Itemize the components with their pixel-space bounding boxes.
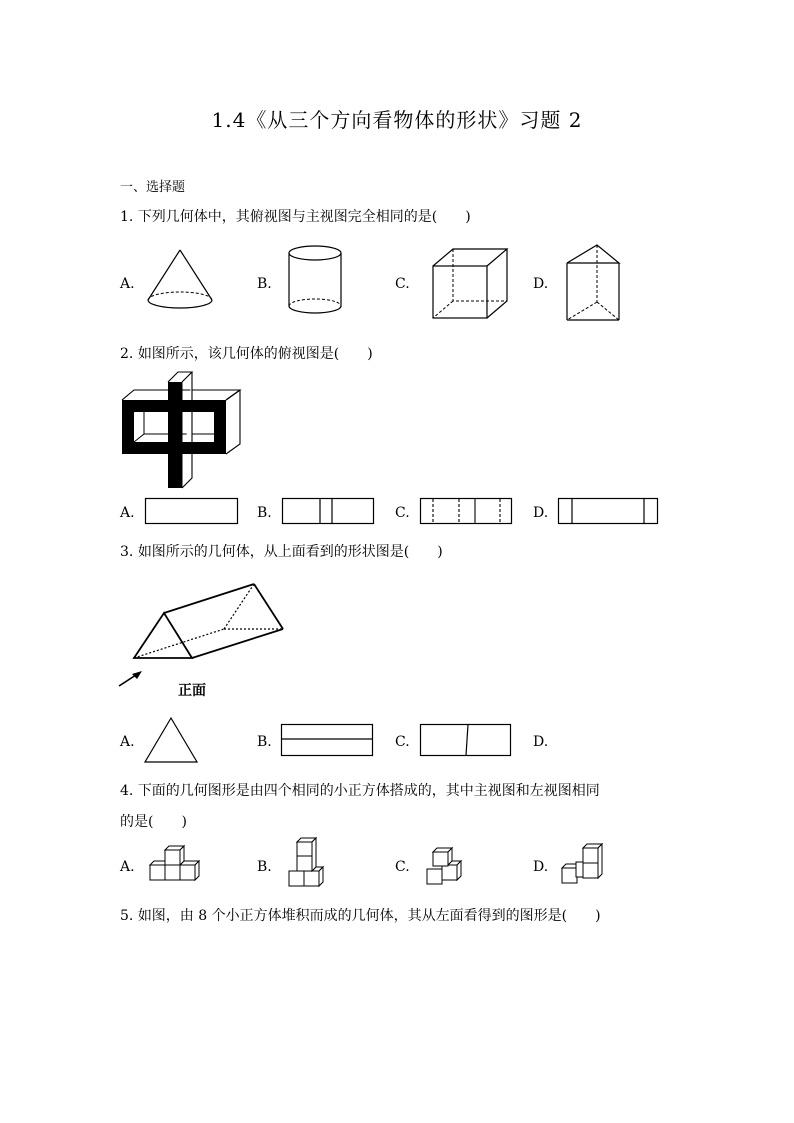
option-d[interactable]: D. [533, 505, 549, 521]
question-text: 下面的几何图形是由四个相同的小正方体搭成的，其中主视图和左视图相同 [137, 783, 600, 799]
option-a-figure [145, 498, 239, 526]
option-a[interactable]: A. [120, 276, 135, 292]
option-d-cubes-figure [560, 846, 606, 888]
option-c-cubes-figure [425, 848, 469, 888]
cone-figure [140, 246, 220, 316]
option-a[interactable]: A. [120, 505, 135, 521]
question-text: 下列几何体中，其俯视图与主视图完全相同的是( ) [137, 209, 471, 225]
cylinder-figure [286, 244, 346, 320]
triangular-prism-figure [564, 242, 624, 324]
question-2 [120, 343, 373, 363]
option-c[interactable]: C. [395, 276, 410, 292]
option-b[interactable]: B. [257, 276, 272, 292]
option-c[interactable]: C. [395, 734, 410, 750]
question-1 [120, 206, 471, 226]
front-label: 正面 [178, 683, 206, 699]
question-number: 3. [120, 544, 134, 560]
option-a[interactable]: A. [120, 734, 135, 750]
question-number: 5. [120, 908, 134, 924]
option-a-cubes-figure [148, 848, 202, 884]
question-4-line-1 [120, 780, 600, 800]
option-d[interactable]: D. [533, 734, 549, 750]
page-title: 1.4《从三个方向看物体的形状》习题 2 [211, 108, 583, 132]
option-b[interactable]: B. [257, 734, 272, 750]
lying-prism-figure [116, 580, 292, 692]
cube-figure [430, 246, 512, 324]
option-d-figure [558, 498, 660, 526]
option-d[interactable]: D. [533, 276, 549, 292]
question-5 [120, 905, 601, 925]
option-c[interactable]: C. [395, 505, 410, 521]
option-c-figure [420, 724, 514, 758]
option-a[interactable]: A. [120, 859, 135, 875]
option-b-cubes-figure [287, 840, 327, 890]
zhong-shaped-solid-figure [120, 370, 244, 494]
question-number: 2. [120, 346, 134, 362]
option-d[interactable]: D. [533, 859, 549, 875]
option-a-figure [143, 716, 201, 766]
option-c-figure [420, 498, 514, 526]
option-b-figure [281, 724, 375, 758]
question-text: 如图所示的几何体，从上面看到的形状图是( ) [137, 544, 443, 560]
option-b-figure [282, 498, 376, 526]
question-number: 4. [120, 783, 134, 799]
question-4-line-2: 的是( ) [120, 814, 187, 830]
section-heading: 一、选择题 [120, 180, 186, 195]
question-3 [120, 541, 443, 561]
option-b[interactable]: B. [257, 505, 272, 521]
question-number: 1. [120, 209, 134, 225]
option-b[interactable]: B. [257, 859, 272, 875]
option-c[interactable]: C. [395, 859, 410, 875]
question-text: 如图所示，该几何体的俯视图是( ) [137, 346, 373, 362]
question-text: 如图，由 8 个小正方体堆积而成的几何体，其从左面看得到的图形是( ) [137, 908, 601, 924]
